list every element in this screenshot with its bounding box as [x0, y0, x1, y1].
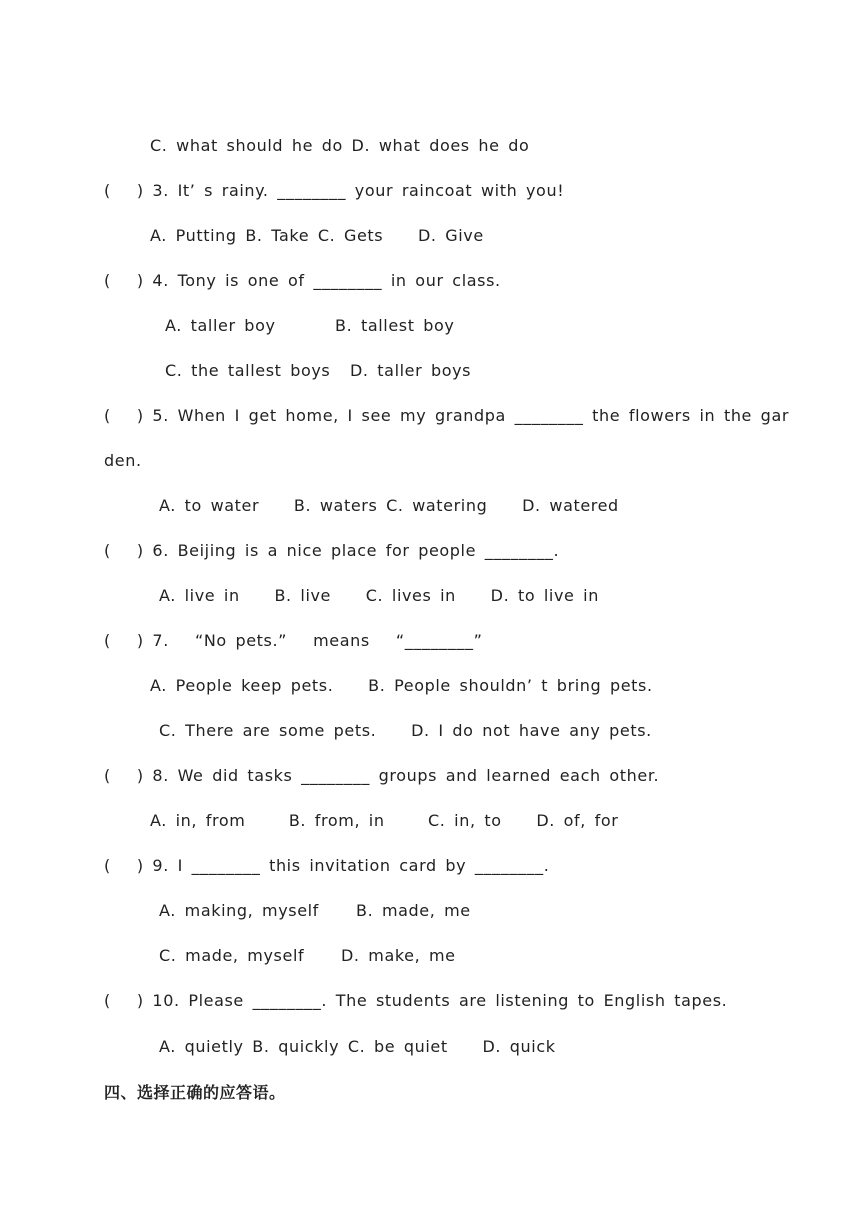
question-9: ( ) 9. I ________ this invitation card by ________.	[104, 856, 550, 875]
question-7: ( ) 7. “No pets.” means “________”	[104, 631, 483, 650]
q10-options: A. quietly B. quickly C. be quiet D. quick	[159, 1037, 556, 1056]
q5-options: A. to water B. waters C. watering D. watered	[159, 496, 619, 515]
question-8: ( ) 8. We did tasks ________ groups and learned each other.	[104, 766, 660, 785]
q9-option-c: C. made, myself	[159, 946, 305, 965]
q7-options-ab: A. People keep pets. B. People shouldn’ t bring pets.	[150, 676, 653, 695]
q9-option-b: B. made, me	[356, 901, 471, 920]
question-6: ( ) 6. Beijing is a nice place for people ________.	[104, 541, 560, 560]
q4-option-c: C. the tallest boys	[165, 361, 331, 380]
q6-options: A. live in B. live C. lives in D. to live in	[159, 586, 599, 605]
question-5-continued: den.	[104, 451, 142, 470]
section-heading: 四、选择正确的应答语。	[104, 1083, 286, 1102]
q4-option-b: B. tallest boy	[335, 316, 455, 335]
question-5: ( ) 5. When I get home, I see my grandpa ________ the flowers in the gar	[104, 406, 790, 425]
q4-option-a: A. taller boy	[165, 316, 276, 335]
question-4: ( ) 4. Tony is one of ________ in our class.	[104, 271, 501, 290]
question-3: ( ) 3. It’ s rainy. ________ your raincoat with you!	[104, 181, 565, 200]
question-10: ( ) 10. Please ________. The students are listening to English tapes.	[104, 991, 728, 1010]
q3-options: A. Putting B. Take C. Gets D. Give	[150, 226, 484, 245]
q7-options-cd: C. There are some pets. D. I do not have any pets.	[159, 721, 652, 740]
q4-option-d: D. taller boys	[350, 361, 472, 380]
q9-option-a: A. making, myself	[159, 901, 319, 920]
q9-option-d: D. make, me	[341, 946, 456, 965]
q2-options-cd: C. what should he do D. what does he do	[150, 136, 530, 155]
q8-options: A. in, from B. from, in C. in, to D. of, for	[150, 811, 619, 830]
